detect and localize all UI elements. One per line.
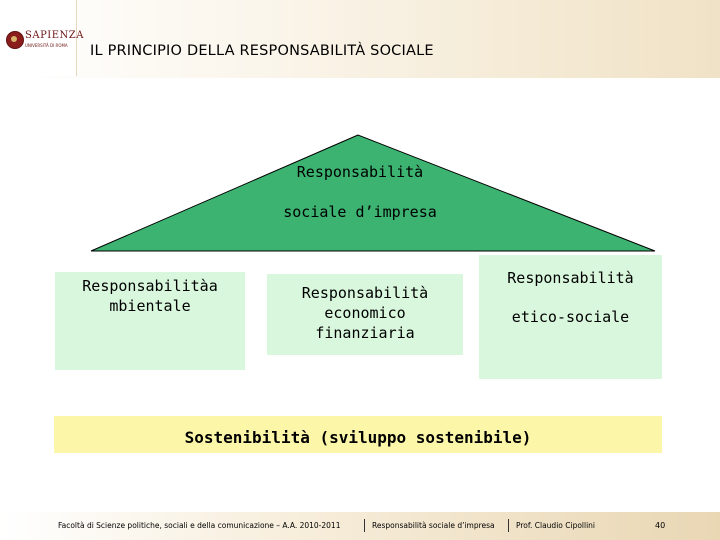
footer-professor: Prof. Claudio Cipollini: [516, 521, 596, 530]
logo-subtext: UNIVERSITÀ DI ROMA: [25, 43, 68, 48]
pillar-environmental-line2: mbientale: [109, 297, 191, 315]
pillar-economic-line2: economico: [324, 304, 406, 322]
footer-separator: [364, 519, 365, 532]
roof-label-line1: Responsabilità: [296, 163, 424, 181]
pillar-environmental-line1: Responsabilitàa: [82, 277, 218, 295]
pillar-economic-line1: Responsabilità: [301, 284, 429, 302]
footer-faculty: Facoltà di Scienze politiche, sociali e della comunicazione – A.A. 2010-2011: [58, 521, 341, 530]
pillar-ethical-social: [479, 255, 662, 379]
pillar-environmental: [55, 272, 245, 370]
page-number: 40: [655, 521, 666, 530]
footer-separator: [508, 519, 509, 532]
pillar-ethical-line2: etico-sociale: [511, 308, 630, 326]
pillar-ethical-line1: Responsabilità: [507, 269, 634, 287]
slide-title: IL PRINCIPIO DELLA RESPONSABILITÀ SOCIALE: [90, 43, 434, 59]
pillar-economic-line3: finanziaria: [315, 324, 415, 342]
sustainability-base: Sostenibilità (sviluppo sostenibile): [54, 416, 662, 453]
footer-course: Responsabilità sociale d’impresa: [372, 521, 495, 530]
roof-triangle: [91, 135, 655, 251]
roof-label-line2: sociale d’impresa: [283, 203, 437, 221]
logo-wordmark: SAPIENZA: [25, 30, 84, 41]
pillar-economic: [267, 274, 463, 355]
